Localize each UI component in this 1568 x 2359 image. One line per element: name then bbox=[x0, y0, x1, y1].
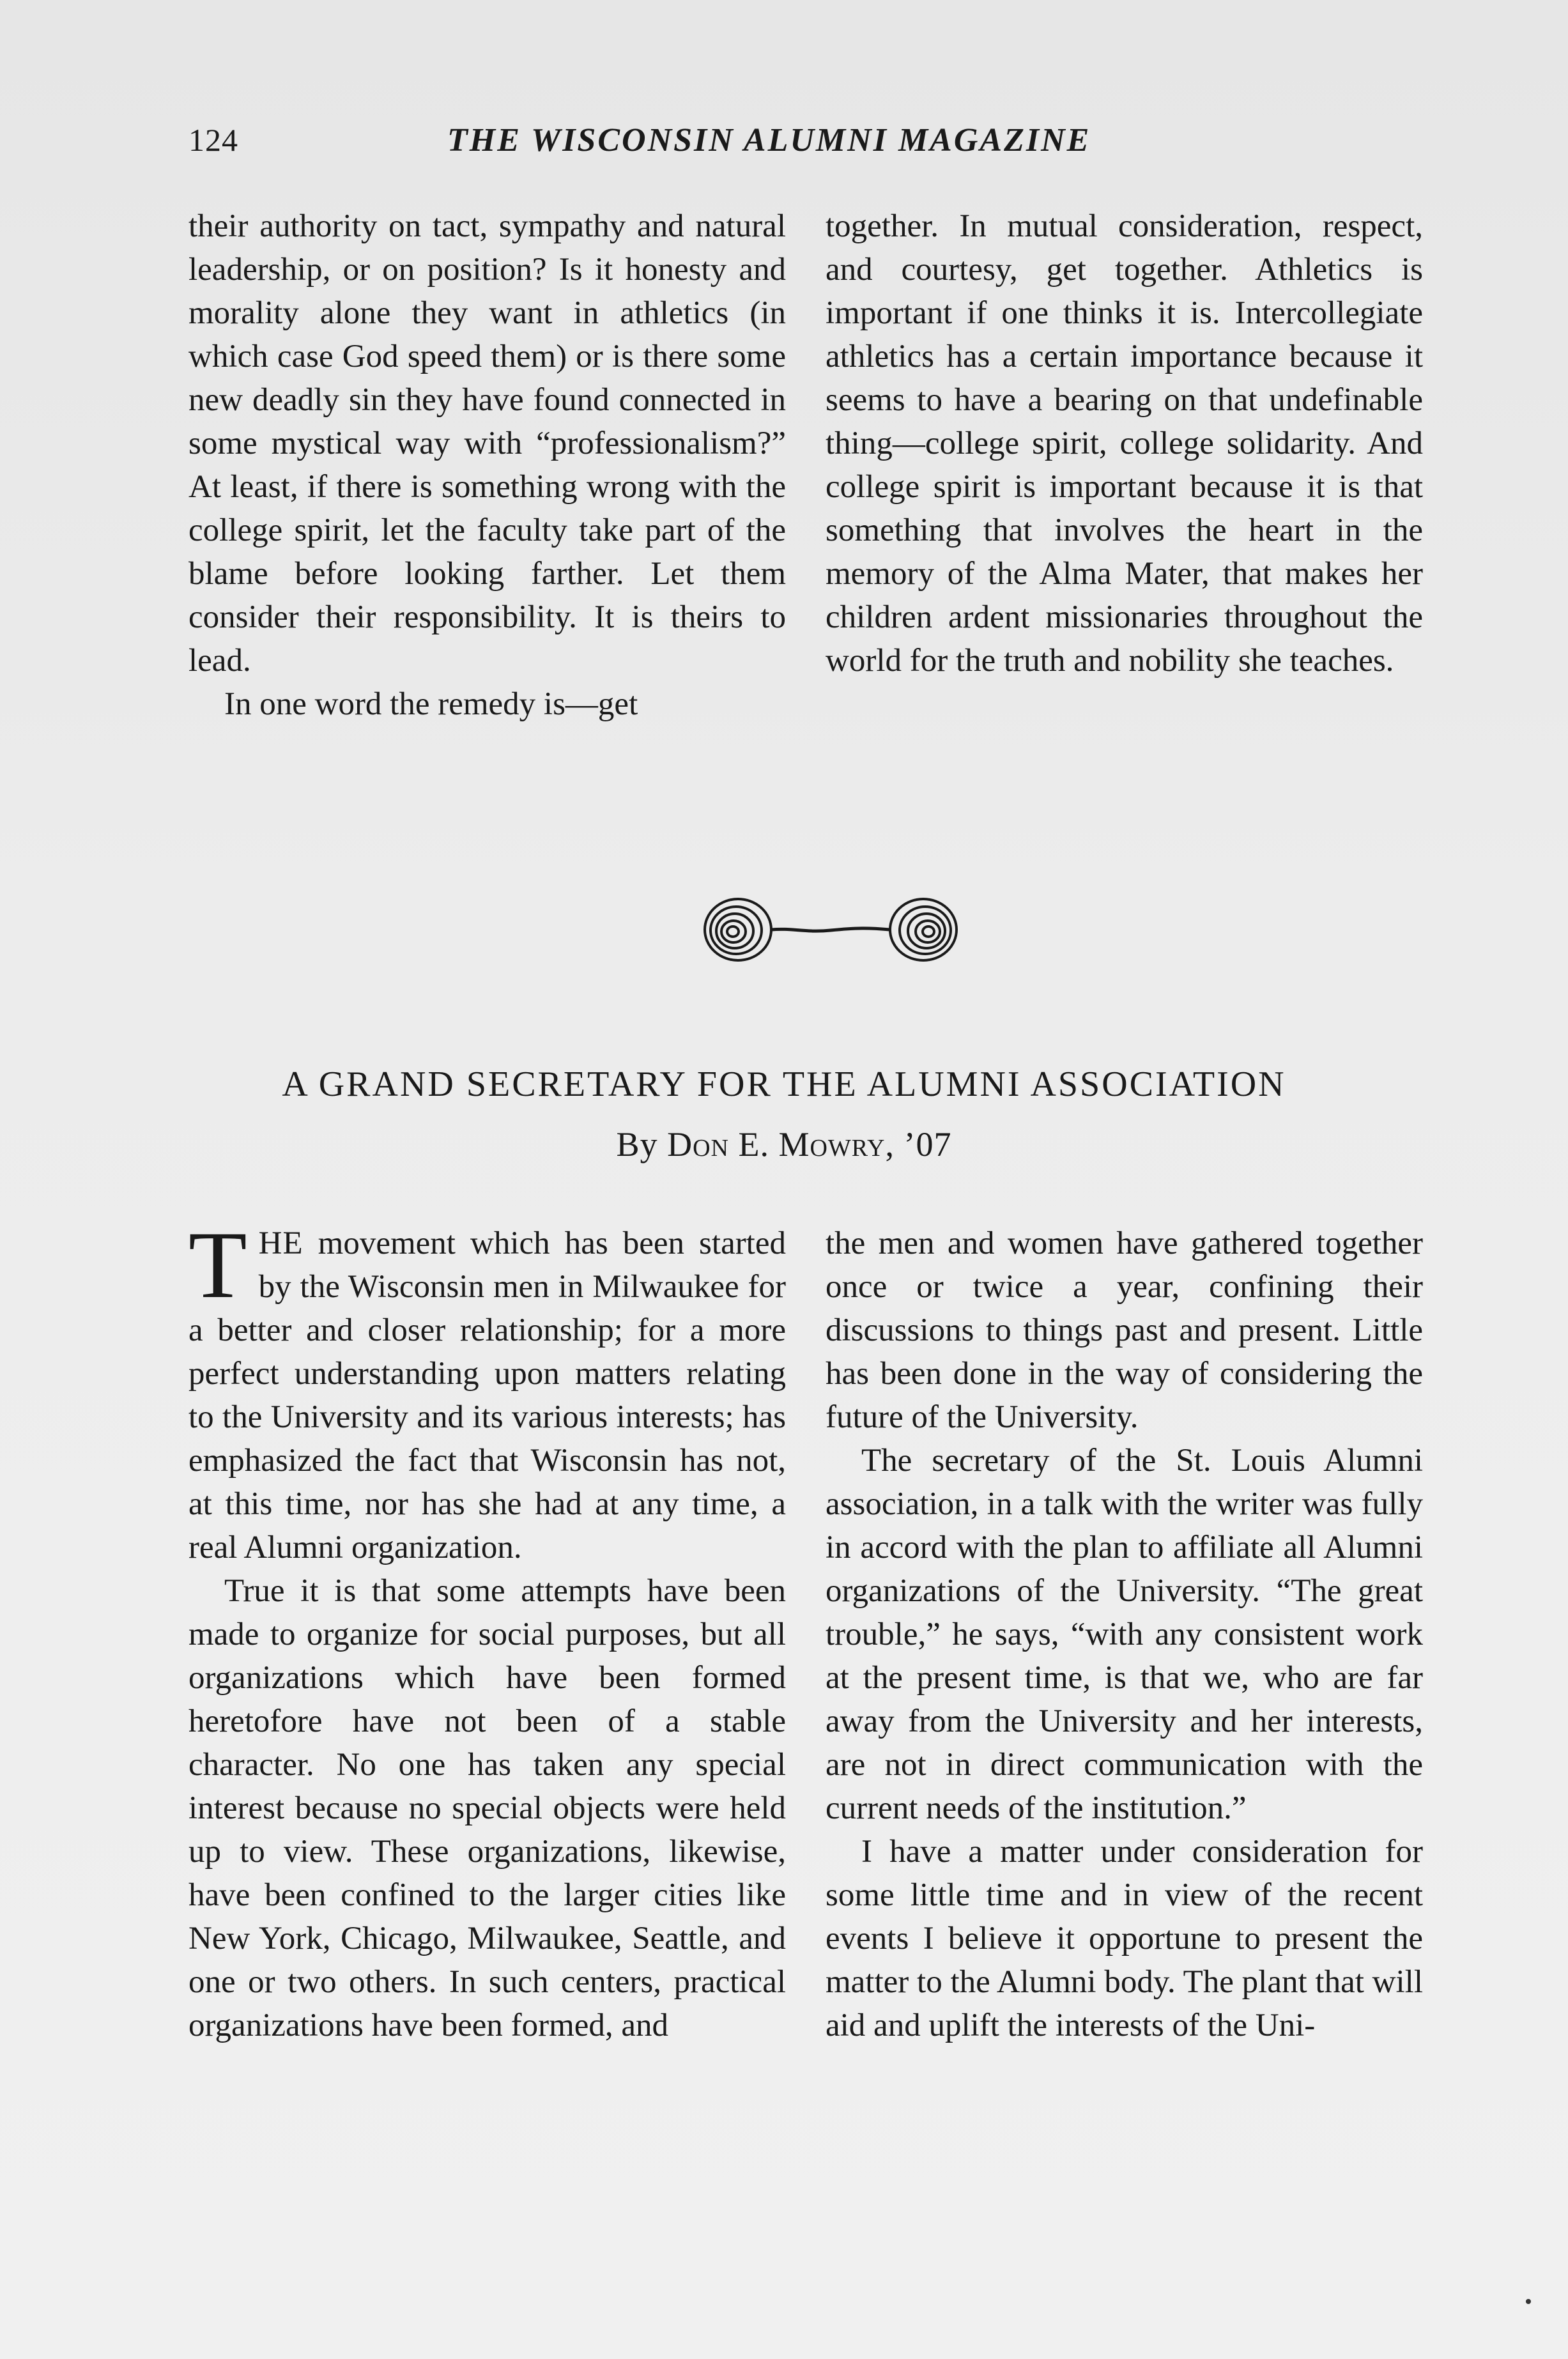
byline-prefix: By bbox=[616, 1125, 668, 1164]
article-left-column bbox=[188, 1212, 786, 2047]
lead-word: HE bbox=[258, 1226, 304, 1261]
paragraph: True it is that some attempts have been made to organize for social purposes, but all organizations which have been formed heretofore have not been of a stable character. No one has taken any special interest because no special objects were held up to view. These organizations, likewise, have been confined to the larger cities like New York, Chicago, Milwaukee, Seattle, and one or two others. In such centers, practical organizations have been formed, and bbox=[188, 1573, 786, 2043]
byline bbox=[0, 1125, 1568, 1164]
paragraph: the men and women have gathered together once or twice a year, confining their discussions to things past and present. Little has been done in the way of considering the future of the University. bbox=[826, 1226, 1423, 1435]
lead-paragraph-text: movement which has been started by the Wisconsin men in Milwaukee for a better and closer relationship; for a more perfect understanding upon matters relating to the University and its various interests; has emphasized the fact that Wisconsin has not, at this time, nor has she had at any time, a real Alumni organization. bbox=[188, 1226, 786, 1565]
paragraph: together. In mutual consideration, respect, and courtesy, get together. Athletics is important if one thinks it is. Intercollegiate athletics has a certain importance because it seems to have a bearing on that undefinable thing—college spirit, college solidarity. And college spirit is important because it is that something that involves the heart in the memory of the Alma Mater, that makes her children ardent missionaries throughout the world for the truth and nobility she teaches. bbox=[826, 208, 1423, 679]
drop-cap: T bbox=[188, 1212, 247, 1318]
paragraph: The secretary of the St. Louis Alumni association, in a talk with the writer was fully in accord with the plan to affiliate all Alumni organizations of the University. “The great trouble,” he says, “with any consistent work at the present time, is that we, who are far away from the University and her interests, are not in direct communication with the current needs of the institution.” bbox=[826, 1443, 1423, 1826]
author-class-year: , ’07 bbox=[885, 1125, 952, 1164]
article-right-column bbox=[826, 1222, 1423, 2047]
magazine-title: THE WISCONSIN ALUMNI MAGAZINE bbox=[447, 122, 1091, 158]
page-number: 124 bbox=[188, 122, 238, 158]
page-header bbox=[188, 121, 1422, 173]
paragraph: their authority on tact, sympathy and natural leadership, or on position? Is it honesty and morality alone they want in athletics (in which case God speed them) or is there some new deadly sin they have found connected in some mystical way with “professionalism?” At least, if there is something wrong with the college spirit, let the faculty take part of the blame before looking farther. Let them consider their responsibility. It is theirs to lead. bbox=[188, 208, 786, 679]
paragraph: In one word the remedy is—get bbox=[224, 686, 638, 722]
top-article-right-column bbox=[826, 204, 1423, 682]
top-article-left-column bbox=[188, 204, 786, 726]
lead-paragraph bbox=[188, 1212, 786, 1569]
double-spiral-ornament-icon bbox=[696, 888, 965, 971]
print-speck bbox=[1526, 2299, 1531, 2304]
author-name: Don E. Mowry bbox=[667, 1125, 886, 1164]
article-title: A GRAND SECRETARY FOR THE ALUMNI ASSOCIATION bbox=[282, 1064, 1286, 1104]
paragraph: I have a matter under consideration for some little time and in view of the recent events I believe it opportune to present the matter to the Alumni body. The plant that will aid and uplift the interests of the Uni- bbox=[826, 1834, 1423, 2043]
